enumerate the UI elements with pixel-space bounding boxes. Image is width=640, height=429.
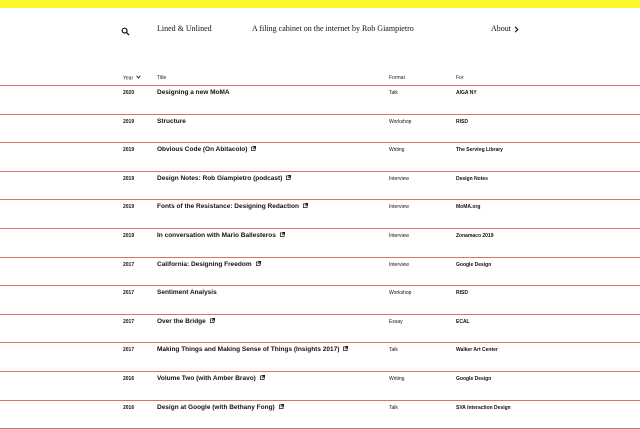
row-title: Designing a new MoMA — [157, 89, 230, 96]
row-year: 2017 — [123, 261, 135, 268]
row-format: Writing — [389, 147, 405, 154]
row-title: Obvious Code (On Abitacolo) — [157, 146, 248, 154]
table-row[interactable] — [0, 258, 640, 287]
external-link-icon — [260, 375, 265, 382]
external-link-icon — [280, 232, 285, 239]
row-title-link[interactable] — [157, 261, 261, 268]
about-label: About — [491, 24, 511, 33]
row-format: Interview — [389, 175, 410, 182]
row-title-link[interactable] — [157, 175, 291, 182]
row-for: Google Design — [456, 261, 492, 268]
row-year: 2017 — [123, 347, 135, 354]
row-format: Interview — [389, 204, 410, 211]
row-title-link[interactable] — [157, 289, 217, 296]
row-title: Making Things and Making Sense of Things (Insights 2017) — [157, 346, 340, 354]
row-year: 2019 — [123, 232, 135, 239]
row-format: Workshop — [389, 290, 412, 297]
row-title-link[interactable] — [157, 404, 284, 411]
row-for: The Serving Library — [456, 147, 503, 154]
site-tagline: A filing cabinet on the internet by Rob Giampietro — [252, 24, 414, 33]
site-name-link[interactable]: Lined & Unlined — [157, 24, 212, 33]
row-for: Design Notes — [456, 175, 488, 182]
row-title-link[interactable] — [157, 232, 285, 239]
row-year: 2019 — [123, 204, 135, 211]
row-year: 2016 — [123, 375, 135, 382]
row-title: Design Notes: Rob Giampietro (podcast) — [157, 175, 283, 182]
row-title-link[interactable] — [157, 203, 308, 210]
row-year: 2019 — [123, 147, 135, 154]
row-title: Design at Google (with Bethany Fong) — [157, 403, 275, 411]
row-format: Essay — [389, 318, 403, 325]
row-year: 2017 — [123, 318, 135, 325]
row-for: MoMA.org — [456, 204, 481, 211]
row-title-link[interactable] — [157, 318, 215, 325]
search-icon[interactable] — [121, 23, 131, 33]
row-for: ECAL — [456, 318, 470, 325]
row-year: 2016 — [123, 404, 135, 411]
site-header — [0, 0, 640, 60]
row-title: Over the Bridge — [157, 317, 206, 325]
row-title: Fonts of the Resistance: Designing Redaction — [157, 203, 299, 211]
row-title: In conversation with Mario Ballesteros — [157, 232, 276, 240]
table-row[interactable] — [0, 200, 640, 229]
table-row[interactable] — [0, 115, 640, 144]
table-row[interactable] — [0, 401, 640, 429]
external-link-icon — [343, 346, 348, 353]
table-row[interactable] — [0, 229, 640, 258]
row-year: 2020 — [123, 90, 135, 96]
row-for: AIGA NY — [456, 90, 477, 96]
row-for: Google Design — [456, 375, 492, 382]
column-header-format[interactable]: Format — [389, 75, 405, 81]
row-format: Interview — [389, 232, 410, 239]
row-format: Writing — [389, 375, 405, 382]
row-for: Walker Art Center — [456, 347, 498, 354]
column-header-title[interactable]: Title — [157, 75, 167, 81]
row-title-link[interactable] — [157, 375, 265, 382]
row-format: Workshop — [389, 118, 412, 125]
column-header-year-label: Year — [123, 75, 134, 82]
table-row[interactable] — [0, 172, 640, 201]
table-row[interactable] — [0, 315, 640, 344]
row-format: Talk — [389, 347, 398, 354]
table-row[interactable] — [0, 286, 640, 315]
row-title-link[interactable] — [157, 346, 348, 353]
entries-table — [0, 86, 640, 429]
row-format: Interview — [389, 261, 410, 268]
row-title: Structure — [157, 117, 186, 125]
row-year: 2019 — [123, 118, 135, 125]
row-title: Sentiment Analysis — [157, 289, 217, 297]
row-year: 2017 — [123, 290, 135, 297]
chevron-right-icon — [514, 26, 519, 33]
column-header-year[interactable] — [123, 75, 141, 81]
row-title: Volume Two (with Amber Bravo) — [157, 375, 256, 383]
about-link[interactable] — [491, 24, 519, 33]
row-title-link[interactable] — [157, 146, 256, 153]
table-row[interactable] — [0, 143, 640, 172]
row-year: 2019 — [123, 175, 135, 182]
external-link-icon — [303, 203, 308, 210]
row-for: RISD — [456, 290, 468, 297]
row-for: Zonamaco 2019 — [456, 232, 494, 239]
row-for: RISD — [456, 118, 468, 125]
row-title-link[interactable] — [157, 89, 230, 96]
row-title-link[interactable] — [157, 118, 186, 125]
row-format: Talk — [389, 90, 398, 96]
row-format: Talk — [389, 404, 398, 411]
sort-down-icon — [136, 75, 141, 81]
external-link-icon — [279, 404, 284, 411]
table-row[interactable] — [0, 343, 640, 372]
external-link-icon — [256, 261, 261, 268]
external-link-icon — [286, 175, 291, 182]
row-for: SVA Interaction Design — [456, 404, 511, 411]
external-link-icon — [210, 318, 215, 325]
external-link-icon — [251, 146, 256, 153]
row-title: California: Designing Freedom — [157, 260, 252, 268]
table-row[interactable] — [0, 372, 640, 401]
table-row[interactable] — [0, 86, 640, 115]
column-header-for[interactable]: For — [456, 75, 464, 81]
